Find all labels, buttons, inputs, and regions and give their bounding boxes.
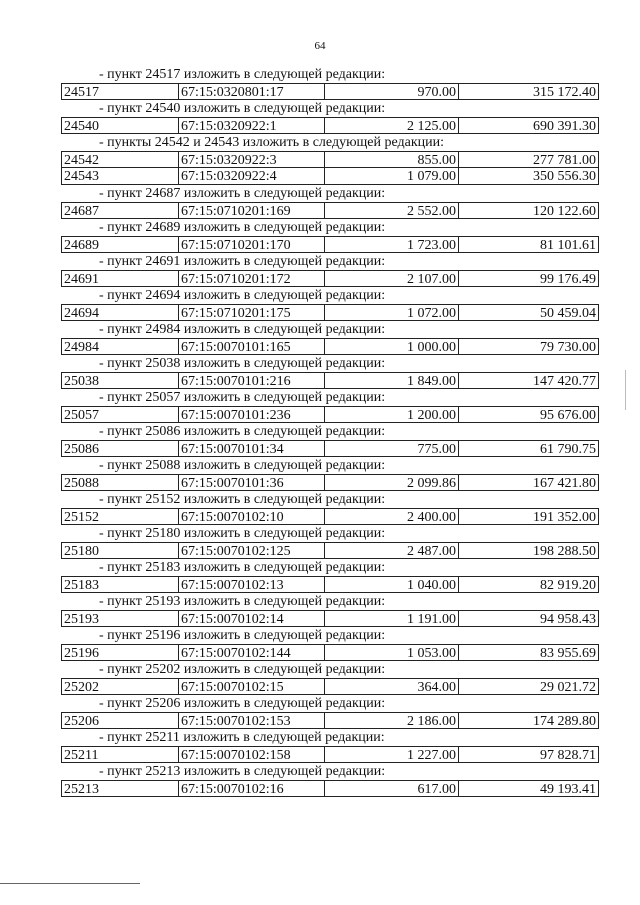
amendment-instruction: - пункт 25196 изложить в следующей редакции: [99, 628, 386, 643]
amendment-table [61, 644, 599, 661]
area-cell: 1 227.00 [325, 746, 459, 763]
cadastral-number-cell: 67:15:0320801:17 [179, 83, 325, 100]
amendment-instruction: - пункт 24540 изложить в следующей редакции: [99, 101, 386, 116]
cadastral-number-cell: 67:15:0070102:144 [179, 644, 325, 661]
table-row [61, 678, 599, 695]
cadastral-number-cell: 67:15:0070102:158 [179, 746, 325, 763]
amendment-instruction: - пункт 24694 изложить в следующей редакции: [99, 288, 386, 303]
amendment-table [61, 406, 599, 423]
table-row [61, 168, 599, 185]
item-number-cell: 25038 [61, 372, 179, 389]
amendment-table [61, 151, 599, 185]
cadastral-value-cell: 191 352.00 [459, 508, 599, 525]
cadastral-number-cell: 67:15:0070101:165 [179, 338, 325, 355]
cadastral-value-cell: 167 421.80 [459, 474, 599, 491]
area-cell: 1 849.00 [325, 372, 459, 389]
table-row [61, 372, 599, 389]
footer-divider [0, 883, 140, 884]
amendment-table [61, 202, 599, 219]
cadastral-number-cell: 67:15:0070101:216 [179, 372, 325, 389]
cadastral-value-cell: 83 955.69 [459, 644, 599, 661]
table-row [61, 610, 599, 627]
amendment-instruction: - пункт 25193 изложить в следующей редакции: [99, 594, 386, 609]
amendment-instruction: - пункт 24517 изложить в следующей редакции: [99, 67, 386, 82]
cadastral-number-cell: 67:15:0710201:169 [179, 202, 325, 219]
amendment-table [61, 712, 599, 729]
cadastral-value-cell: 97 828.71 [459, 746, 599, 763]
page-number: 64 [314, 40, 326, 52]
cadastral-number-cell: 67:15:0070102:13 [179, 576, 325, 593]
amendment-table [61, 678, 599, 695]
item-number-cell: 25088 [61, 474, 179, 491]
amendment-instruction: - пункт 25057 изложить в следующей редакции: [99, 390, 386, 405]
cadastral-value-cell: 81 101.61 [459, 236, 599, 253]
amendment-instruction: - пункт 24687 изложить в следующей редакции: [99, 186, 386, 201]
cadastral-number-cell: 67:15:0320922:4 [179, 168, 325, 185]
area-cell: 2 552.00 [325, 202, 459, 219]
amendment-instruction: - пункт 25211 изложить в следующей редакции: [99, 730, 385, 745]
amendment-instruction: - пункт 25086 изложить в следующей редакции: [99, 424, 386, 439]
item-number-cell: 24543 [61, 168, 179, 185]
cadastral-number-cell: 67:15:0070102:16 [179, 780, 325, 797]
amendment-instruction: - пункты 24542 и 24543 изложить в следующей редакции: [99, 135, 445, 150]
cadastral-value-cell: 350 556.30 [459, 168, 599, 185]
area-cell: 1 723.00 [325, 236, 459, 253]
cadastral-number-cell: 67:15:0070101:34 [179, 440, 325, 457]
amendment-instruction: - пункт 24984 изложить в следующей редакции: [99, 322, 386, 337]
item-number-cell: 25206 [61, 712, 179, 729]
amendment-table [61, 372, 599, 389]
cadastral-value-cell: 147 420.77 [459, 372, 599, 389]
cadastral-value-cell: 277 781.00 [459, 151, 599, 168]
cadastral-value-cell: 49 193.41 [459, 780, 599, 797]
area-cell: 1 040.00 [325, 576, 459, 593]
area-cell: 855.00 [325, 151, 459, 168]
table-row [61, 151, 599, 168]
cadastral-number-cell: 67:15:0320922:1 [179, 117, 325, 134]
cadastral-value-cell: 690 391.30 [459, 117, 599, 134]
amendment-instruction: - пункт 25202 изложить в следующей редакции: [99, 662, 386, 677]
table-row [61, 542, 599, 559]
table-row [61, 644, 599, 661]
cadastral-number-cell: 67:15:0710201:172 [179, 270, 325, 287]
area-cell: 1 200.00 [325, 406, 459, 423]
area-cell: 775.00 [325, 440, 459, 457]
amendment-table [61, 746, 599, 763]
cadastral-value-cell: 82 919.20 [459, 576, 599, 593]
cadastral-value-cell: 174 289.80 [459, 712, 599, 729]
cadastral-number-cell: 67:15:0320922:3 [179, 151, 325, 168]
amendment-instruction: - пункт 24689 изложить в следующей редакции: [99, 220, 386, 235]
table-row [61, 712, 599, 729]
amendment-table [61, 236, 599, 253]
cadastral-value-cell: 95 676.00 [459, 406, 599, 423]
cadastral-number-cell: 67:15:0070101:236 [179, 406, 325, 423]
item-number-cell: 24517 [61, 83, 179, 100]
table-row [61, 474, 599, 491]
table-row [61, 576, 599, 593]
table-row [61, 236, 599, 253]
area-cell: 2 107.00 [325, 270, 459, 287]
table-row [61, 508, 599, 525]
item-number-cell: 25202 [61, 678, 179, 695]
amendment-table [61, 610, 599, 627]
area-cell: 2 186.00 [325, 712, 459, 729]
cadastral-value-cell: 99 176.49 [459, 270, 599, 287]
amendment-table [61, 508, 599, 525]
amendment-table [61, 83, 599, 100]
cadastral-number-cell: 67:15:0070102:10 [179, 508, 325, 525]
table-row [61, 338, 599, 355]
item-number-cell: 25196 [61, 644, 179, 661]
area-cell: 2 487.00 [325, 542, 459, 559]
margin-mark [625, 370, 626, 410]
table-row [61, 406, 599, 423]
amendment-instruction: - пункт 25213 изложить в следующей редакции: [99, 764, 386, 779]
table-row [61, 83, 599, 100]
table-row [61, 202, 599, 219]
item-number-cell: 25183 [61, 576, 179, 593]
area-cell: 1 053.00 [325, 644, 459, 661]
cadastral-number-cell: 67:15:0710201:175 [179, 304, 325, 321]
table-row [61, 440, 599, 457]
table-row [61, 780, 599, 797]
amendment-instruction: - пункт 25180 изложить в следующей редакции: [99, 526, 386, 541]
table-row [61, 117, 599, 134]
area-cell: 2 099.86 [325, 474, 459, 491]
cadastral-value-cell: 61 790.75 [459, 440, 599, 457]
cadastral-number-cell: 67:15:0710201:170 [179, 236, 325, 253]
item-number-cell: 25180 [61, 542, 179, 559]
item-number-cell: 25057 [61, 406, 179, 423]
item-number-cell: 24689 [61, 236, 179, 253]
cadastral-number-cell: 67:15:0070101:36 [179, 474, 325, 491]
amendment-instruction: - пункт 25206 изложить в следующей редакции: [99, 696, 386, 711]
item-number-cell: 24687 [61, 202, 179, 219]
table-row [61, 270, 599, 287]
amendment-table [61, 474, 599, 491]
area-cell: 1 000.00 [325, 338, 459, 355]
area-cell: 1 079.00 [325, 168, 459, 185]
table-row [61, 746, 599, 763]
item-number-cell: 25193 [61, 610, 179, 627]
cadastral-number-cell: 67:15:0070102:153 [179, 712, 325, 729]
item-number-cell: 25213 [61, 780, 179, 797]
area-cell: 1 072.00 [325, 304, 459, 321]
item-number-cell: 24691 [61, 270, 179, 287]
area-cell: 2 400.00 [325, 508, 459, 525]
table-row [61, 304, 599, 321]
amendment-instruction: - пункт 25183 изложить в следующей редакции: [99, 560, 386, 575]
area-cell: 2 125.00 [325, 117, 459, 134]
area-cell: 970.00 [325, 83, 459, 100]
cadastral-value-cell: 94 958.43 [459, 610, 599, 627]
item-number-cell: 24984 [61, 338, 179, 355]
item-number-cell: 24542 [61, 151, 179, 168]
cadastral-value-cell: 198 288.50 [459, 542, 599, 559]
amendment-instruction: - пункт 25152 изложить в следующей редакции: [99, 492, 386, 507]
item-number-cell: 24540 [61, 117, 179, 134]
amendment-table [61, 542, 599, 559]
cadastral-value-cell: 50 459.04 [459, 304, 599, 321]
amendment-table [61, 780, 599, 797]
amendment-table [61, 440, 599, 457]
cadastral-value-cell: 315 172.40 [459, 83, 599, 100]
item-number-cell: 25211 [61, 746, 179, 763]
cadastral-number-cell: 67:15:0070102:15 [179, 678, 325, 695]
cadastral-value-cell: 29 021.72 [459, 678, 599, 695]
amendment-table [61, 270, 599, 287]
amendment-instruction: - пункт 24691 изложить в следующей редакции: [99, 254, 386, 269]
cadastral-number-cell: 67:15:0070102:125 [179, 542, 325, 559]
area-cell: 364.00 [325, 678, 459, 695]
amendment-table [61, 576, 599, 593]
area-cell: 1 191.00 [325, 610, 459, 627]
amendments-list [61, 66, 599, 797]
item-number-cell: 25086 [61, 440, 179, 457]
cadastral-value-cell: 120 122.60 [459, 202, 599, 219]
amendment-instruction: - пункт 25038 изложить в следующей редакции: [99, 356, 386, 371]
area-cell: 617.00 [325, 780, 459, 797]
amendment-table [61, 117, 599, 134]
item-number-cell: 25152 [61, 508, 179, 525]
amendment-table [61, 338, 599, 355]
amendment-instruction: - пункт 25088 изложить в следующей редакции: [99, 458, 386, 473]
cadastral-value-cell: 79 730.00 [459, 338, 599, 355]
cadastral-number-cell: 67:15:0070102:14 [179, 610, 325, 627]
amendment-table [61, 304, 599, 321]
item-number-cell: 24694 [61, 304, 179, 321]
